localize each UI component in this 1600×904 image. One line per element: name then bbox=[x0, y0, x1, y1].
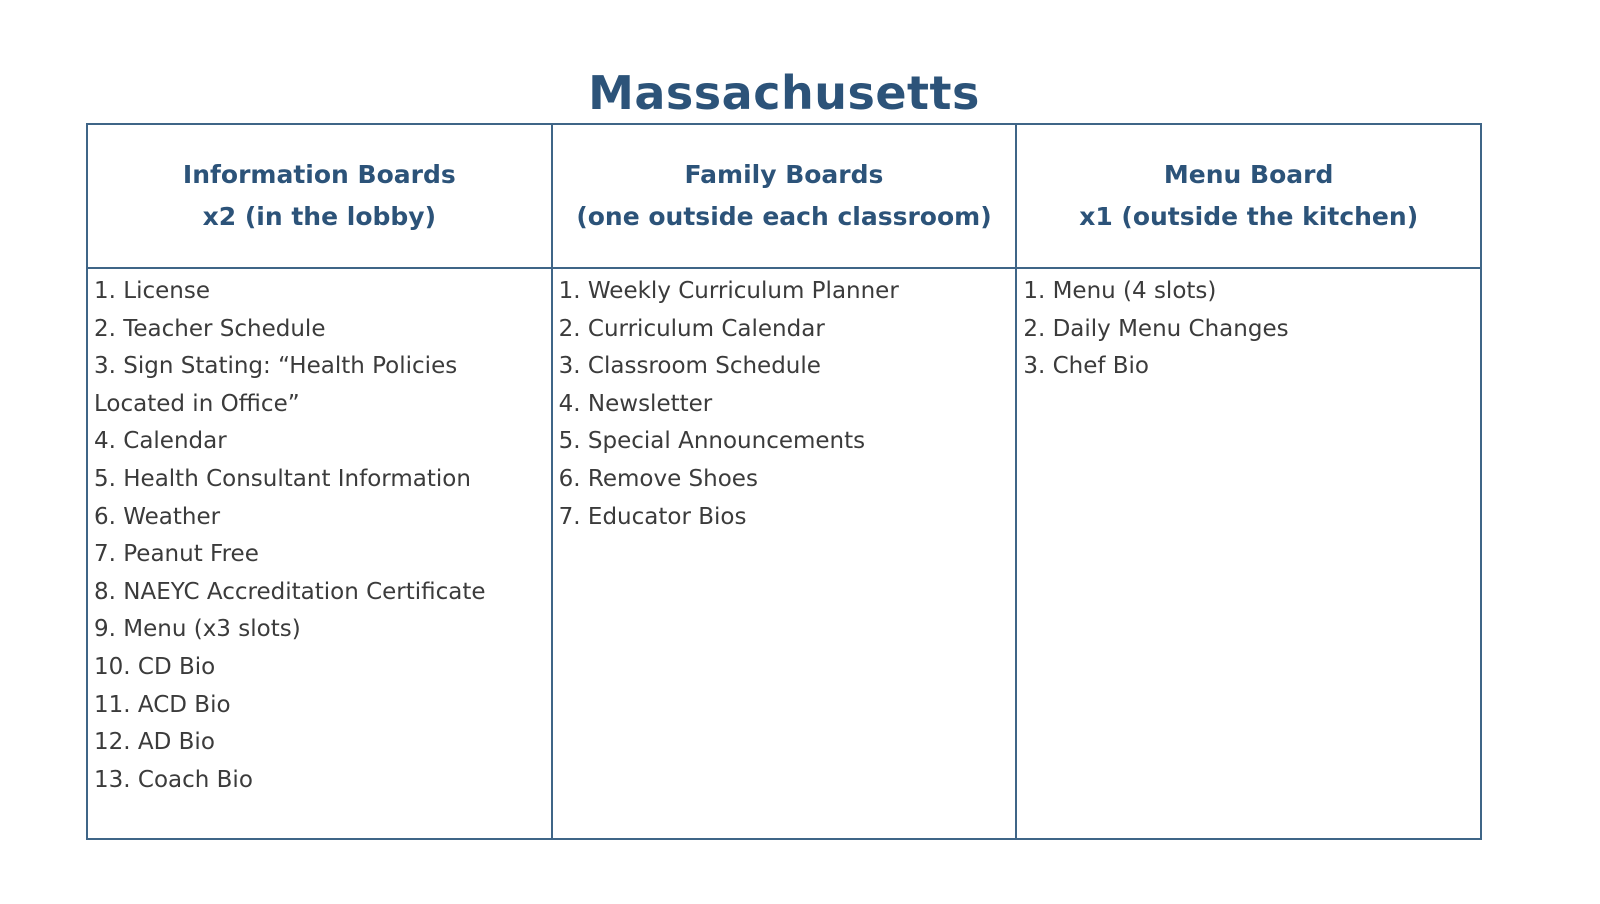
list-item: 3. Sign Stating: “Health Policies bbox=[94, 353, 458, 380]
list-item: 9. Menu (x3 slots) bbox=[94, 616, 301, 643]
family-boards-cell bbox=[552, 268, 1017, 839]
list-item: 8. NAEYC Accreditation Certificate bbox=[94, 578, 486, 605]
header-row bbox=[87, 124, 1481, 268]
header-title: Information Boards bbox=[182, 160, 456, 189]
list-item: 1. Menu (4 slots) bbox=[1023, 278, 1217, 304]
list-item: 6. Remove Shoes bbox=[558, 465, 758, 492]
list-item: 4. Newsletter bbox=[558, 390, 713, 417]
list-item: 13. Coach Bio bbox=[94, 766, 253, 793]
page-title: Massachusetts bbox=[588, 65, 980, 120]
list-item: 4. Calendar bbox=[94, 428, 227, 455]
list-item: 1. License bbox=[94, 278, 210, 304]
header-subtitle: x1 (outside the kitchen) bbox=[1079, 202, 1419, 231]
menu-board-list bbox=[1023, 273, 1480, 386]
information-boards-cell bbox=[87, 268, 552, 839]
list-item: 5. Health Consultant Information bbox=[94, 465, 471, 492]
list-item: 2. Teacher Schedule bbox=[94, 315, 326, 342]
list-item: 7. Peanut Free bbox=[94, 541, 259, 568]
list-item: 3. Classroom Schedule bbox=[558, 353, 821, 380]
list-item: 3. Chef Bio bbox=[1023, 353, 1150, 380]
boards-table bbox=[86, 123, 1482, 840]
list-item: 10. CD Bio bbox=[94, 653, 216, 680]
list-item: 12. AD Bio bbox=[94, 729, 215, 756]
list-item: 6. Weather bbox=[94, 503, 221, 530]
header-title: Family Boards bbox=[684, 160, 884, 189]
list-item: 2. Curriculum Calendar bbox=[558, 315, 825, 342]
list-item-continuation: Located in Office” bbox=[94, 390, 300, 417]
list-item: 2. Daily Menu Changes bbox=[1023, 315, 1289, 342]
menu-board-cell bbox=[1016, 268, 1481, 839]
header-subtitle: (one outside each classroom) bbox=[576, 202, 992, 231]
header-title: Menu Board bbox=[1163, 160, 1334, 189]
list-item: 7. Educator Bios bbox=[558, 503, 747, 530]
header-subtitle: x2 (in the lobby) bbox=[202, 202, 437, 231]
column-header-information-boards bbox=[87, 124, 552, 268]
family-boards-list bbox=[559, 273, 1016, 536]
list-item: 1. Weekly Curriculum Planner bbox=[558, 278, 899, 304]
column-header-menu-board bbox=[1016, 124, 1481, 268]
list-item: 5. Special Announcements bbox=[558, 428, 866, 455]
list-item: 11. ACD Bio bbox=[94, 691, 231, 718]
information-boards-list bbox=[94, 273, 551, 799]
column-header-family-boards bbox=[552, 124, 1017, 268]
items-row bbox=[87, 268, 1481, 839]
